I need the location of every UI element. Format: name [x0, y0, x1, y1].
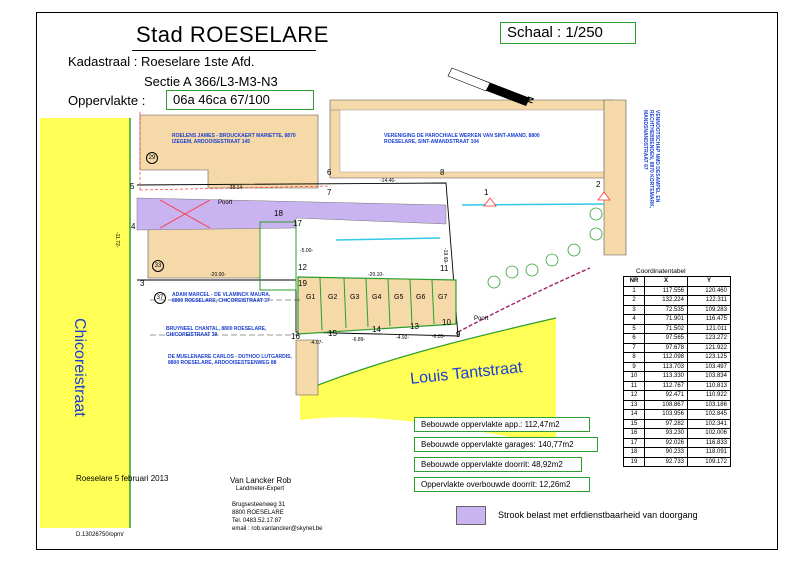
dimension-20-00: -20.00- — [210, 272, 226, 278]
coordinates-row — [624, 438, 731, 448]
coordinates-body — [624, 286, 731, 467]
house-number-37: 37 — [154, 292, 166, 304]
coord-x-cell: 103.956 — [645, 410, 688, 420]
building-muelenaere — [296, 340, 318, 395]
coord-y-cell: 102.341 — [688, 419, 731, 429]
coord-y-cell: 103.186 — [688, 400, 731, 410]
point-11: 11 — [440, 264, 449, 273]
coord-y-cell: 109.283 — [688, 305, 731, 315]
coord-nr-cell: 9 — [624, 362, 645, 372]
coordinates-title: Coordinatentabel — [636, 268, 686, 275]
coord-nr-cell: 13 — [624, 400, 645, 410]
coord-x-cell: 71.502 — [645, 324, 688, 334]
street-label-louis-tantstraat: Louis Tantstraat — [409, 359, 524, 388]
building-vennootschap — [604, 100, 626, 255]
coord-y-cell: 102.845 — [688, 410, 731, 420]
coordinates-row — [624, 419, 731, 429]
dimension-14-46: -14.46- — [380, 178, 396, 184]
marker-1 — [484, 198, 496, 206]
col-header-y: Y — [688, 277, 731, 287]
coord-y-cell: 121.922 — [688, 343, 731, 353]
owner-vereniging: VERENIGING DE PAROCHIALE WERKEN VAN SINT-AMAND, 8800 ROESELARE, SINT-AMANDSTRAAT 104 — [384, 133, 540, 145]
surveyor-name: Van Lancker Rob — [230, 476, 292, 485]
legend-swatch — [456, 506, 486, 525]
point-2: 2 — [596, 180, 601, 189]
coord-y-cell: 118.091 — [688, 448, 731, 458]
servitude-strip — [137, 198, 446, 230]
point-6: 6 — [327, 168, 332, 177]
section-label: Sectie A 366/L3-M3-N3 — [144, 74, 278, 89]
point-15: 15 — [328, 329, 337, 338]
dimension-6-85: -6.85- — [432, 334, 446, 340]
garage-g1: G1 — [306, 294, 316, 301]
coord-y-cell: 102.006 — [688, 429, 731, 439]
dimension-19-69: -19.69- — [442, 248, 448, 264]
coordinates-row — [624, 448, 731, 458]
coord-x-cell: 108.867 — [645, 400, 688, 410]
coord-y-cell: 110.813 — [688, 381, 731, 391]
garage-g5: G5 — [394, 294, 404, 301]
coord-x-cell: 90.233 — [645, 448, 688, 458]
area-value-box: 06a 46ca 67/100 — [166, 90, 314, 110]
dimension-6-89: -6.89- — [352, 337, 366, 343]
coordinates-header-row — [624, 277, 731, 287]
dimension-5-00: -5.00- — [300, 248, 314, 254]
trees — [488, 208, 602, 288]
coordinates-table — [623, 276, 731, 467]
footer-date: Roeselare 5 februari 2013 — [76, 474, 169, 483]
area-garages: Bebouwde oppervlakte garages: 140,77m2 — [414, 437, 598, 452]
svg-text:N: N — [524, 95, 537, 105]
point-5: 5 — [130, 182, 135, 191]
coord-nr-cell: 18 — [624, 448, 645, 458]
area-apartments: Bebouwde oppervlakte app.: 112,47m2 — [414, 417, 590, 432]
coord-nr-cell: 15 — [624, 419, 645, 429]
dimension-20-10: -20.10- — [368, 272, 384, 278]
street-label-chicoreistraat: Chicoreistraat — [71, 318, 88, 417]
page-title: Stad ROESELARE — [136, 22, 329, 47]
owner-roelens: ROELENS JAMES - BROUCKAERT MARIETTE, 8870 IZEGEM, ARDOOISESTRAAT 145 — [172, 133, 296, 145]
coordinates-row — [624, 457, 731, 467]
area-label: Oppervlakte : — [68, 93, 146, 108]
dimension-4-07: -4.07- — [310, 340, 324, 346]
coordinates-row — [624, 362, 731, 372]
coordinates-row — [624, 400, 731, 410]
col-header-nr: NR — [624, 277, 645, 287]
point-4: 4 — [131, 222, 136, 231]
cyan-line-2 — [462, 204, 604, 205]
coordinates-row — [624, 305, 731, 315]
dimension-4-92: -4.92- — [396, 335, 410, 341]
coord-y-cell: 120.460 — [688, 286, 731, 296]
coord-y-cell: 116.475 — [688, 315, 731, 325]
garage-g6: G6 — [416, 294, 426, 301]
coord-y-cell: 123.272 — [688, 334, 731, 344]
coord-nr-cell: 7 — [624, 343, 645, 353]
coord-x-cell: 112.098 — [645, 353, 688, 363]
coordinates-row — [624, 324, 731, 334]
coord-x-cell: 92.471 — [645, 391, 688, 401]
coord-x-cell: 97.282 — [645, 419, 688, 429]
point-3: 3 — [140, 279, 145, 288]
point-8: 8 — [440, 168, 445, 177]
gate-label-2: Poort — [474, 316, 489, 322]
coordinates-row — [624, 343, 731, 353]
coord-y-cell: 123.125 — [688, 353, 731, 363]
owner-muelenaere: DE MUELENAERE CARLOS - DUTHOO LUTGARDIS, 8800 ROESELARE, ARDOOISESTEENWEG 88 — [168, 354, 292, 366]
coordinates-row — [624, 372, 731, 382]
coord-x-cell: 117.556 — [645, 286, 688, 296]
coord-x-cell: 72.535 — [645, 305, 688, 315]
coord-x-cell: 92.026 — [645, 438, 688, 448]
coord-x-cell: 112.767 — [645, 381, 688, 391]
house-number-33: 33 — [152, 260, 164, 272]
garage-g2: G2 — [328, 294, 338, 301]
point-16: 16 — [291, 332, 300, 341]
point-14: 14 — [372, 325, 381, 334]
dimension-38-14: -38.14- — [228, 185, 244, 191]
coord-nr-cell: 17 — [624, 438, 645, 448]
surveyor-title: Landmeter-Expert — [236, 486, 285, 492]
coord-nr-cell: 5 — [624, 324, 645, 334]
coord-y-cell: 103.497 — [688, 362, 731, 372]
coordinates-row — [624, 391, 731, 401]
cadastre-label: Kadastraal : Roeselare 1ste Afd. — [68, 54, 255, 69]
building-roelens — [140, 115, 318, 188]
coord-y-cell: 122.311 — [688, 296, 731, 306]
coord-nr-cell: 6 — [624, 334, 645, 344]
coord-x-cell: 113.703 — [645, 362, 688, 372]
point-10: 10 — [442, 318, 451, 327]
surveyor-phone: Tel. 0483.52.17.87 — [232, 518, 282, 524]
coord-nr-cell: 3 — [624, 305, 645, 315]
coordinates-row — [624, 381, 731, 391]
coordinates-row — [624, 410, 731, 420]
coord-nr-cell: 8 — [624, 353, 645, 363]
owner-vennootschap: VENNOOTSCHAP NMD DESAMPEL EN RECHTHEBBENDEN, 8870 KORTEMARK, MANDSNANDSTRAAT 67 — [642, 110, 660, 209]
point-17: 17 — [293, 219, 302, 228]
point-18: 18 — [274, 209, 283, 218]
coord-x-cell: 93.230 — [645, 429, 688, 439]
coord-x-cell: 97.565 — [645, 334, 688, 344]
garage-g3: G3 — [350, 294, 360, 301]
house-number-29: 29 — [146, 152, 158, 164]
coordinates-row — [624, 334, 731, 344]
coordinates-row — [624, 315, 731, 325]
owner-bruyneel: BRUYNEEL CHANTAL, 8800 ROESELARE, CHICOREISTRAAT 39 — [166, 326, 267, 338]
point-7: 7 — [327, 188, 332, 197]
point-19: 19 — [298, 279, 307, 288]
garage-g7: G7 — [438, 294, 448, 301]
coord-nr-cell: 16 — [624, 429, 645, 439]
owner-adam: ADAM MARCEL - DE VLAMINCK MAURA, 8800 ROESELARE, CHICOREISTRAAT 37 — [172, 292, 271, 304]
coord-nr-cell: 4 — [624, 315, 645, 325]
coord-y-cell: 110.922 — [688, 391, 731, 401]
coord-nr-cell: 12 — [624, 391, 645, 401]
coord-y-cell: 103.834 — [688, 372, 731, 382]
area-covered-passage: Oppervlakte overbouwde doorrit: 12,26m2 — [414, 477, 590, 492]
coordinates-row — [624, 429, 731, 439]
legend-text: Strook belast met erfdienstbaarheid van doorgang — [498, 510, 698, 520]
surveyor-address-1: Brugsesteenweg 31 — [232, 502, 286, 508]
point-13: 13 — [410, 322, 419, 331]
coord-y-cell: 109.172 — [688, 457, 731, 467]
area-passage: Bebouwde oppervlakte doorrit: 48,92m2 — [414, 457, 582, 472]
coord-nr-cell: 1 — [624, 286, 645, 296]
col-header-x: X — [645, 277, 688, 287]
scale-box: Schaal : 1/250 — [500, 22, 636, 44]
coordinates-row — [624, 296, 731, 306]
coordinates-row — [624, 353, 731, 363]
point-12: 12 — [298, 263, 307, 272]
coord-nr-cell: 14 — [624, 410, 645, 420]
point-9: 9 — [456, 330, 461, 339]
surveyor-address-2: 8800 ROESELARE — [232, 510, 284, 516]
coord-y-cell: 121.011 — [688, 324, 731, 334]
gate-label: Poort — [218, 200, 233, 206]
reference-number: D.13026750/opm/ — [76, 532, 124, 538]
coord-nr-cell: 19 — [624, 457, 645, 467]
coordinates-row — [624, 286, 731, 296]
dimension-11-72: -11.72- — [114, 232, 120, 248]
coord-nr-cell: 10 — [624, 372, 645, 382]
coord-x-cell: 132.224 — [645, 296, 688, 306]
coord-x-cell: 113.330 — [645, 372, 688, 382]
garage-g4: G4 — [372, 294, 382, 301]
coord-y-cell: 116.833 — [688, 438, 731, 448]
coord-nr-cell: 11 — [624, 381, 645, 391]
point-1: 1 — [484, 188, 489, 197]
coord-x-cell: 92.733 — [645, 457, 688, 467]
cyan-line-1 — [336, 238, 440, 240]
coord-x-cell: 71.901 — [645, 315, 688, 325]
surveyor-email: email : rob.vanlancker@skynet.be — [232, 526, 323, 532]
coord-x-cell: 97.678 — [645, 343, 688, 353]
coord-nr-cell: 2 — [624, 296, 645, 306]
